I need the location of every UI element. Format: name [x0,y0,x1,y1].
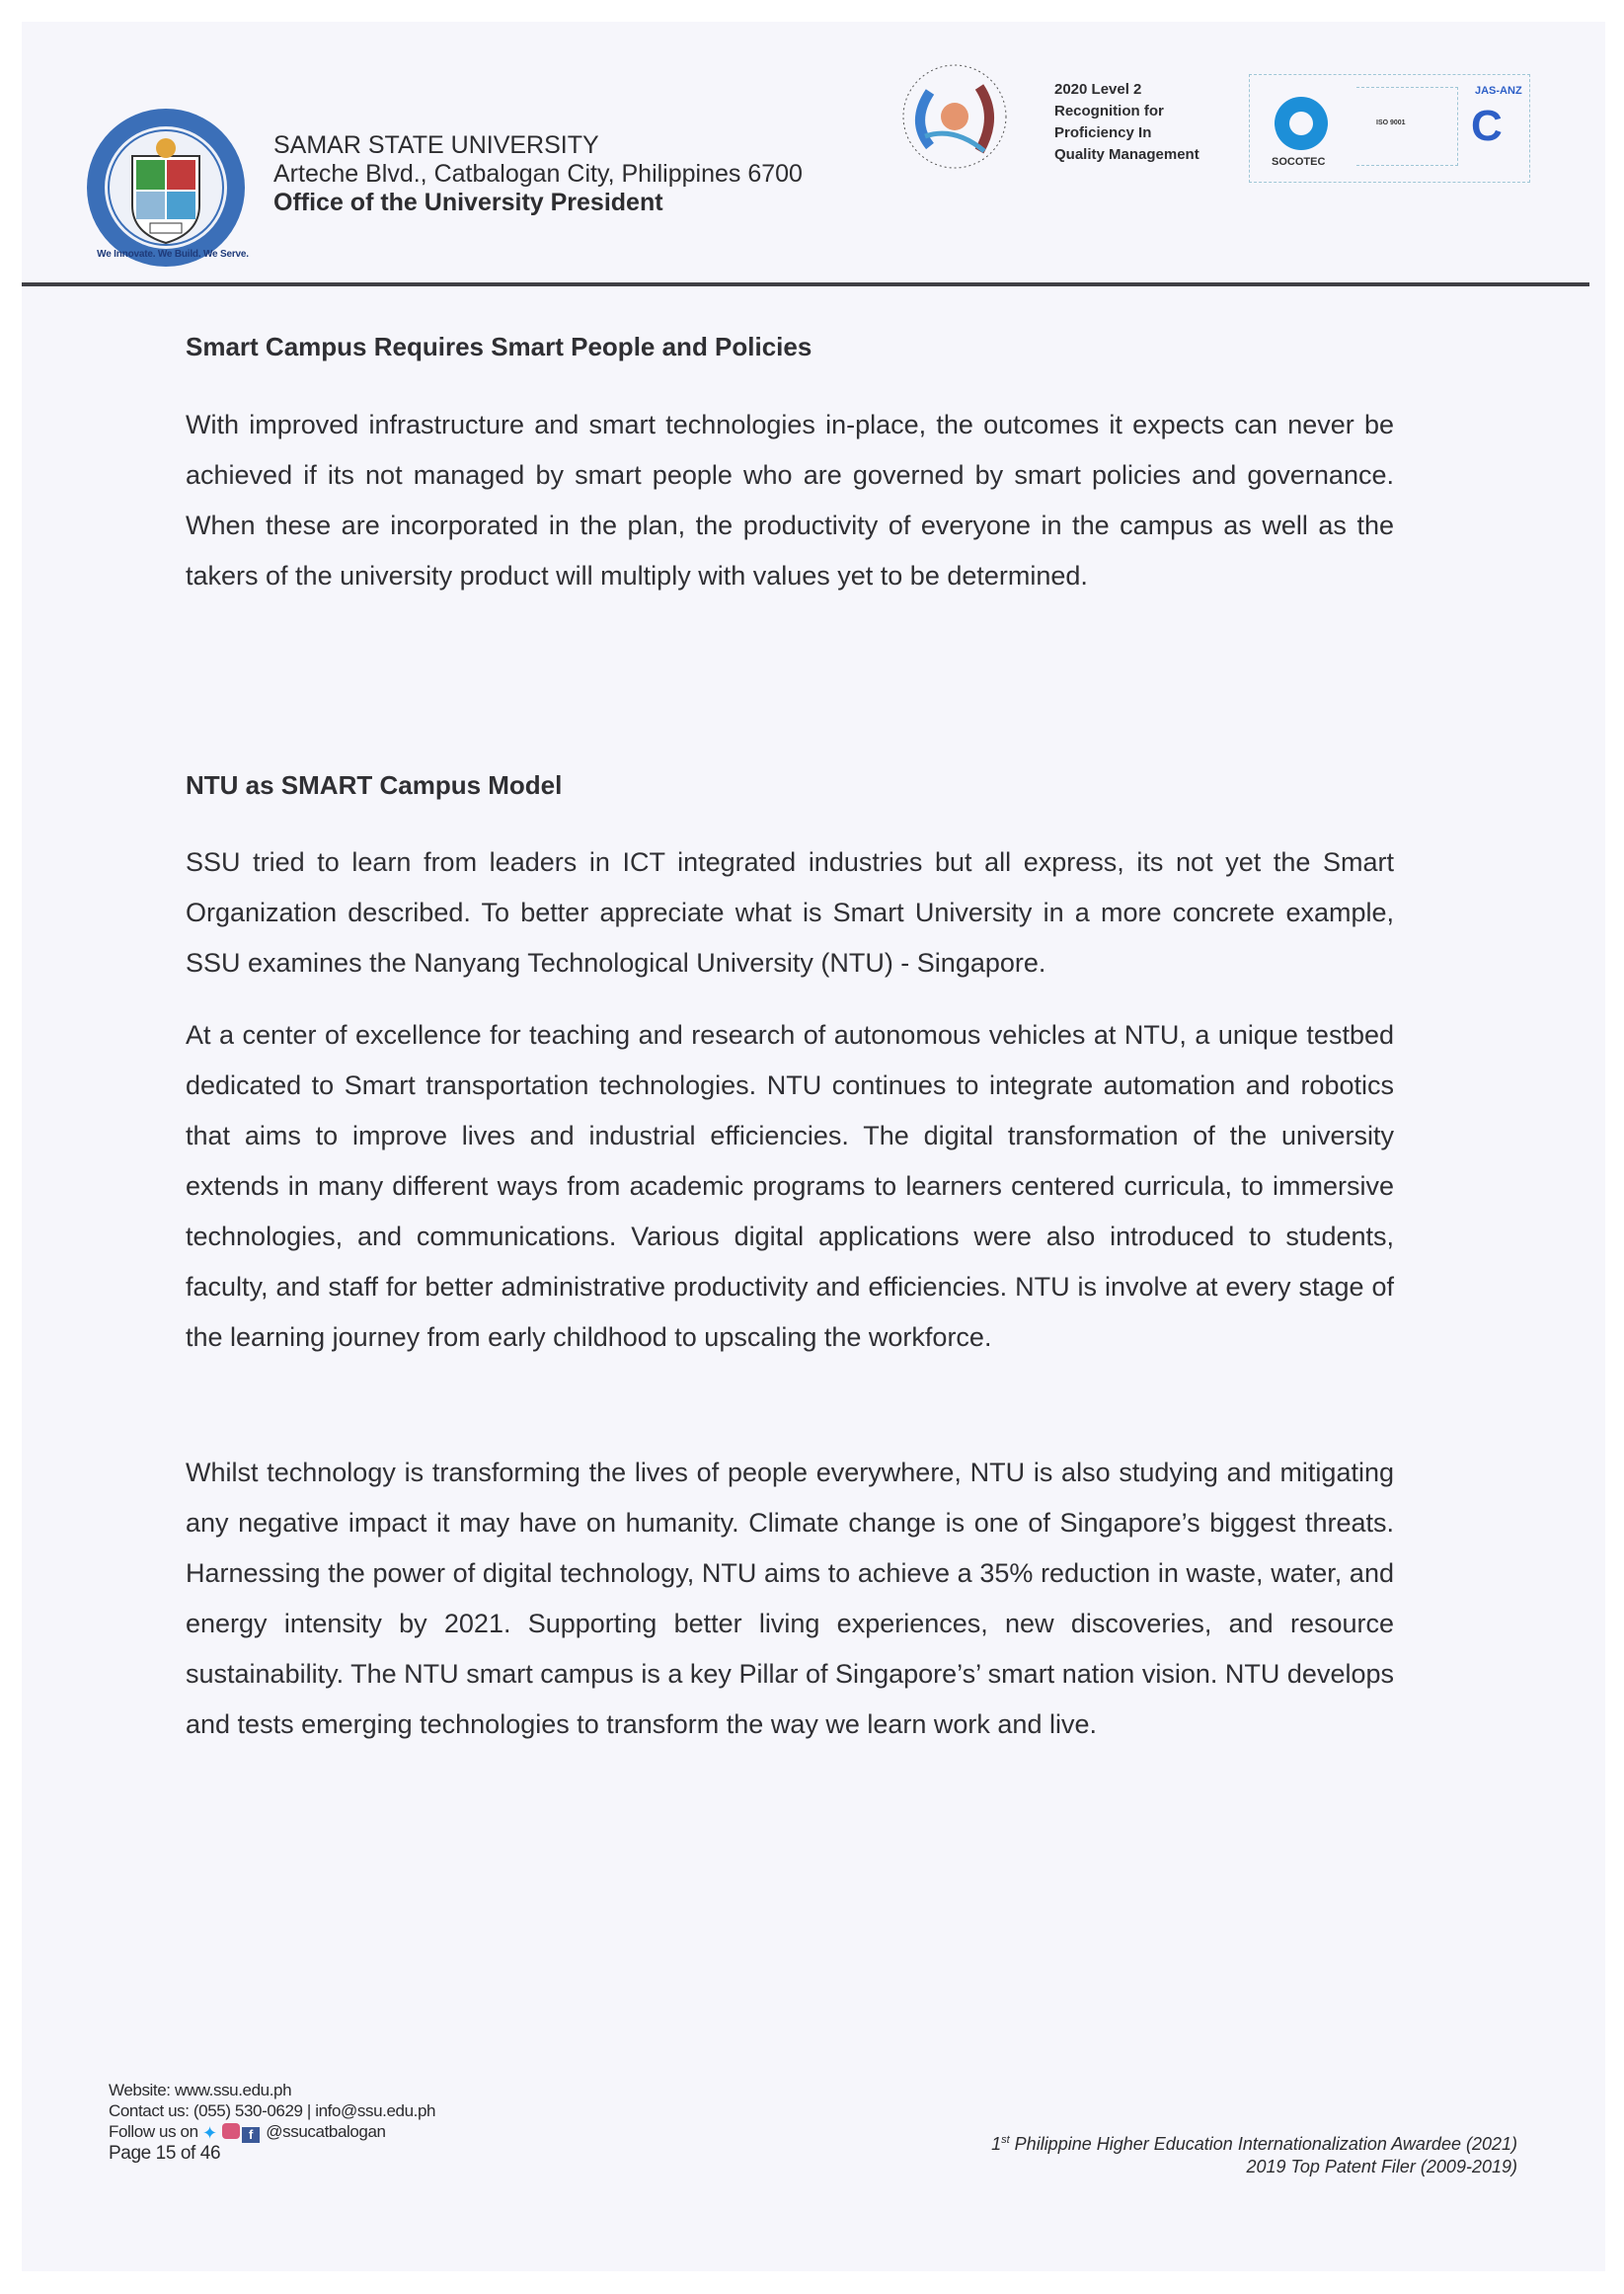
paragraph: SSU tried to learn from leaders in ICT integrated industries but all express, its not yet the Smart Organization described. To better appreciate what is Smart University in a more concrete example, SSU examines the Nanyang Technological University (NTU) - Singapore. [186,847,1394,978]
section-ntu-model-body [186,837,1394,989]
follow-label: Follow us on [109,2122,198,2141]
footer-award-internationalization: 1st Philippine Higher Education Internationalization Awardee (2021) [991,2134,1517,2154]
section-heading: NTU as SMART Campus Model [186,770,563,800]
section-smart-people [186,332,1394,361]
facebook-icon: f [242,2127,260,2143]
footer-award-patent: 2019 Top Patent Filer (2009-2019) [1246,2157,1517,2176]
iso-standard-label: ISO 9001 [1376,119,1406,126]
quality-award-text: 2020 Level 2 Recognition for Proficiency In Quality Management [1054,81,1199,163]
university-name: SAMAR STATE UNIVERSITY [273,131,599,159]
office-name: Office of the University President [273,189,663,216]
footer-contact [109,2080,435,2164]
quality-award-emblem-icon [900,62,1009,171]
accreditor-label: JAS-ANZ [1475,85,1522,97]
section-ntu-model [186,770,1394,800]
header-divider [22,282,1589,286]
jas-anz-logo-icon: C [1471,102,1503,150]
instagram-icon [222,2123,240,2139]
letterhead-text [273,131,803,217]
footer-awards [991,2129,1517,2178]
social-handle: @ssucatbalogan [266,2122,386,2141]
university-seal-logo [85,107,247,269]
paragraph: At a center of excellence for teaching and research of autonomous vehicles at NTU, a unique testbed dedicated to Smart transportation technologies. NTU continues to integrate automation and robotics that aims to improve lives and industrial efficiencies. The digital transformation of the university extends in many different ways from academic programs to learners centered curricula, to immersive technologies, and communications. Various digital applications were also introduced to students, faculty, and staff for better administrative productivity and efficiencies. NTU is involve at every stage of the learning journey from early childhood to upscaling the workforce. [186,1020,1394,1352]
certifier-label: SOCOTEC [1272,156,1326,168]
section-heading: Smart Campus Requires Smart People and Policies [186,332,812,361]
twitter-icon: ✦ [201,2123,217,2143]
university-address: Arteche Blvd., Catbalogan City, Philippines 6700 [273,160,803,188]
page-number: Page 15 of 46 [109,2143,221,2164]
footer-website: Website: www.ssu.edu.ph [109,2081,292,2099]
paragraph: Whilst technology is transforming the lives of people everywhere, NTU is also studying and mitigating any negative impact it may have on humanity. Climate change is one of Singapore’s biggest threats. Harnessing the power of digital technology, NTU aims to achieve a 35% reduction in waste, water, and energy intensity by 2021. Supporting better living experiences, new discoveries, and resource sustainability. The NTU smart campus is a key Pillar of Singapore’s’ smart nation vision. NTU develops and tests emerging technologies to transform the way we learn work and live. [186,1458,1394,1739]
section-smart-people-body [186,400,1394,601]
iso-certification-badge [1249,74,1530,183]
footer-contact-line: Contact us: (055) 530-0629 | info@ssu.edu.ph [109,2101,436,2120]
paragraph: With improved infrastructure and smart technologies in-place, the outcomes it expects can never be achieved if its not managed by smart people who are governed by smart policies and governance. When these are incorporated in the plan, the productivity of everyone in the campus as well as the takers of the university product will multiply with values yet to be determined. [186,410,1394,591]
footer-social [109,2121,435,2143]
seal-tagline: We Innovate. We Build. We Serve. [97,249,249,260]
